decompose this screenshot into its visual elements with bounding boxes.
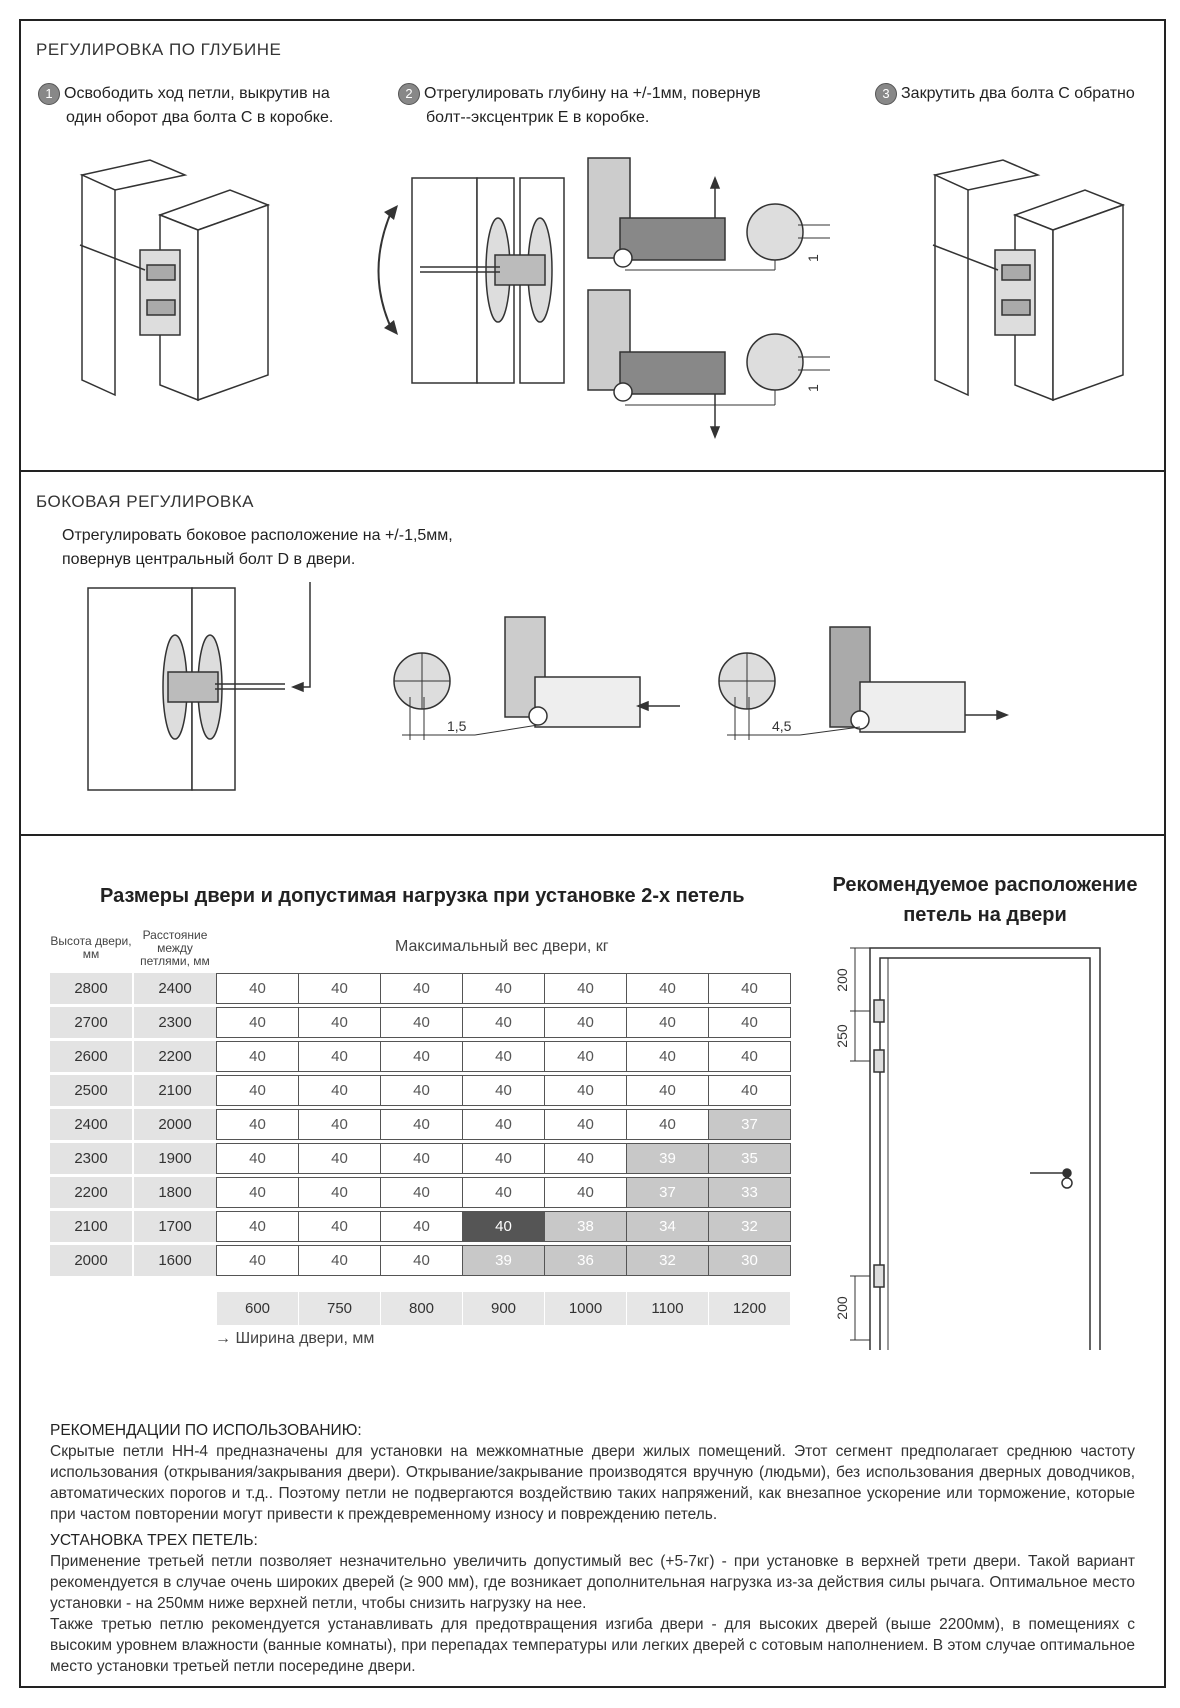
cell-weight: 40: [709, 1075, 791, 1106]
cell-weight: 39: [463, 1245, 545, 1276]
load-table: [50, 970, 791, 1279]
cell-weight: 40: [463, 973, 545, 1004]
cell-weight: 30: [709, 1245, 791, 1276]
cell-weight: 40: [216, 1007, 299, 1038]
table-row: [50, 1177, 791, 1208]
width-cell: 1200: [709, 1292, 791, 1325]
rotation-arrow: [379, 210, 393, 330]
cell-weight: 40: [627, 1075, 709, 1106]
step-text: болт--эксцентрик Е в коробке.: [426, 109, 650, 126]
cell-weight: 37: [627, 1177, 709, 1208]
cell-weight: 40: [709, 1007, 791, 1038]
section-divider: [19, 834, 1164, 836]
cell-weight: 40: [299, 1177, 381, 1208]
max-weight-label: Максимальный вес двери, кг: [395, 938, 609, 955]
cell-distance: 2200: [132, 1041, 216, 1072]
cell-weight: 40: [545, 973, 627, 1004]
cell-weight: 40: [381, 1109, 463, 1140]
depth-section-detail-bottom: [588, 290, 830, 437]
cell-weight: 40: [216, 1109, 299, 1140]
door-width-row: [217, 1292, 791, 1325]
step-text: Освободить ход петли, выкрутив на: [64, 85, 330, 102]
col-header-distance: Расстояние между петлями, мм: [140, 928, 210, 968]
cell-distance: 1900: [132, 1143, 216, 1174]
cell-weight: 40: [627, 1041, 709, 1072]
cell-weight: 40: [299, 1109, 381, 1140]
dim-bottom: 200: [834, 1296, 850, 1320]
step-number: 3: [875, 83, 897, 105]
depth-section-detail-top: [588, 158, 830, 270]
table-row: [50, 1109, 791, 1140]
table-row: [50, 1075, 791, 1106]
cell-weight: 40: [299, 1041, 381, 1072]
three-hinges-text: Применение третьей петли позволяет незначительно увеличить допустимый вес (+5-7кг) - при установке в верхней трети двери. Такой вариант рекомендуется в случае очень широких дверей (≥ 900 мм), где возникает дополнительная нагрузка из-за действия силы рычага. Оптимальное место установки - на 250мм ниже верхней петли, чтобы снизить нагрузку на нее.: [50, 1553, 1135, 1612]
cell-weight: 40: [381, 1245, 463, 1276]
three-hinges-text: Также третью петлю рекомендуется устанавливать для предотвращения изгиба двери - для высоких дверей (выше 2200мм), в помещениях с высоким уровнем влажности (ванные комнаты), при перепадах температуры или легких дверей с сотовым наполнением. В этом случае оптимальное место установки третьей петли посередине двери.: [50, 1616, 1135, 1675]
cell-weight: 40: [709, 1041, 791, 1072]
usage-text: Скрытые петли НН-4 предназначены для установки на межкомнатные двери жилых помещений. Этот сегмент предполагает среднюю частоту использования (открывания/закрывания двери). Открывание/закрывание производятся вручную (людьми), без использования дверных доводчиков, автоматических порогов и т.д.. Поэтому петли не подвергаются воздействию таких напряжений, как внезапное ускорение или торможение, которые при частом повторении могут привести к преждевременному износу и повреждению петель.: [50, 1443, 1135, 1523]
width-cell: 900: [463, 1292, 545, 1325]
instruction-text: повернув центральный болт D в двери.: [62, 551, 356, 568]
door-frame-illustration-left: [80, 160, 268, 400]
cell-weight: 40: [299, 1075, 381, 1106]
load-table-title: Размеры двери и допустимая нагрузка при установке 2-х петель: [100, 885, 745, 907]
cell-weight: 40: [627, 973, 709, 1004]
side-adjust-illustrations: [0, 472, 1180, 834]
title-line: Рекомендуемое расположение: [832, 874, 1138, 896]
cell-weight: 40: [545, 1041, 627, 1072]
dim-label-1mm: 1: [805, 384, 821, 392]
table-row: [50, 973, 791, 1004]
door-hinge-position-diagram: [830, 940, 1150, 1360]
cell-weight: 40: [299, 1245, 381, 1276]
cell-weight: 40: [463, 1211, 545, 1242]
cell-weight: 39: [627, 1143, 709, 1174]
step-text: один оборот два болта С в коробке.: [66, 109, 334, 126]
step-text: Закрутить два болта С обратно: [901, 85, 1135, 102]
cell-distance: 2300: [132, 1007, 216, 1038]
cell-weight: 35: [709, 1143, 791, 1174]
side-section-detail-left: [394, 617, 680, 740]
cell-weight: 40: [299, 1211, 381, 1242]
hinge-front-illustration: [412, 178, 564, 383]
cell-distance: 1800: [132, 1177, 216, 1208]
cell-distance: 1600: [132, 1245, 216, 1276]
dim-label-1mm: 1: [805, 254, 821, 262]
cell-weight: 36: [545, 1245, 627, 1276]
hinge-side-illustration: [88, 582, 310, 790]
dim-top: 200: [834, 968, 850, 992]
cell-weight: 38: [545, 1211, 627, 1242]
cell-weight: 40: [381, 1177, 463, 1208]
cell-weight: 40: [463, 1143, 545, 1174]
cell-weight: 40: [709, 973, 791, 1004]
cell-weight: 40: [299, 1143, 381, 1174]
cell-weight: 40: [381, 973, 463, 1004]
cell-weight: 33: [709, 1177, 791, 1208]
step-number: 1: [38, 83, 60, 105]
cell-weight: 40: [463, 1075, 545, 1106]
side-section-detail-right: [719, 627, 1007, 740]
cell-weight: 40: [216, 1245, 299, 1276]
usage-heading: РЕКОМЕНДАЦИИ ПО ИСПОЛЬЗОВАНИЮ:: [50, 1422, 362, 1439]
title-line: петель на двери: [903, 904, 1067, 926]
door-frame-illustration-right: [933, 160, 1123, 400]
cell-weight: 40: [381, 1007, 463, 1038]
cell-weight: 40: [216, 973, 299, 1004]
cell-weight: 32: [709, 1211, 791, 1242]
recommended-position-title: [820, 870, 1150, 930]
cell-weight: 40: [216, 1211, 299, 1242]
cell-weight: 37: [709, 1109, 791, 1140]
cell-weight: 40: [381, 1075, 463, 1106]
cell-height: 2400: [50, 1109, 132, 1140]
cell-distance: 2000: [132, 1109, 216, 1140]
cell-weight: 40: [545, 1109, 627, 1140]
cell-weight: 40: [381, 1041, 463, 1072]
cell-height: 2000: [50, 1245, 132, 1276]
table-row: [50, 1245, 791, 1276]
cell-weight: 40: [463, 1177, 545, 1208]
load-table-body: [50, 973, 791, 1276]
width-cell: 800: [381, 1292, 463, 1325]
table-row: [50, 1007, 791, 1038]
cell-distance: 1700: [132, 1211, 216, 1242]
cell-height: 2300: [50, 1143, 132, 1174]
step-number: 2: [398, 83, 420, 105]
cell-height: 2600: [50, 1041, 132, 1072]
col-header-height: Высота двери, мм: [50, 934, 132, 961]
cell-height: 2700: [50, 1007, 132, 1038]
cell-distance: 2100: [132, 1075, 216, 1106]
cell-height: 2200: [50, 1177, 132, 1208]
width-cell: 750: [299, 1292, 381, 1325]
dim-label-1-5: 1,5: [447, 718, 467, 734]
depth-adjust-title: РЕГУЛИРОВКА ПО ГЛУБИНЕ: [36, 40, 282, 59]
step-text: Отрегулировать глубину на +/-1мм, повернув: [424, 85, 761, 102]
three-hinges-heading: УСТАНОВКА ТРЕХ ПЕТЕЛЬ:: [50, 1532, 258, 1549]
cell-weight: 40: [381, 1143, 463, 1174]
depth-adjust-illustrations: [0, 0, 1180, 470]
cell-height: 2500: [50, 1075, 132, 1106]
three-hinges-section: [50, 1530, 1135, 1677]
cell-weight: 34: [627, 1211, 709, 1242]
cell-height: 2800: [50, 973, 132, 1004]
width-cell: 600: [217, 1292, 299, 1325]
cell-weight: 40: [463, 1041, 545, 1072]
dim-label-4-5: 4,5: [772, 718, 792, 734]
cell-height: 2100: [50, 1211, 132, 1242]
table-row: [50, 1211, 791, 1242]
cell-weight: 40: [463, 1109, 545, 1140]
cell-weight: 40: [216, 1177, 299, 1208]
cell-weight: 40: [381, 1211, 463, 1242]
cell-distance: 2400: [132, 973, 216, 1004]
side-adjust-title: БОКОВАЯ РЕГУЛИРОВКА: [36, 492, 254, 511]
instruction-text: Отрегулировать боковое расположение на +/-1,5мм,: [62, 527, 453, 544]
table-row: [50, 1143, 791, 1174]
cell-weight: 40: [627, 1007, 709, 1038]
cell-weight: 40: [545, 1007, 627, 1038]
cell-weight: 40: [299, 973, 381, 1004]
dim-middle: 250: [834, 1024, 850, 1048]
cell-weight: 40: [545, 1177, 627, 1208]
cell-weight: 40: [299, 1007, 381, 1038]
cell-weight: 40: [627, 1109, 709, 1140]
cell-weight: 40: [216, 1075, 299, 1106]
table-row: [50, 1041, 791, 1072]
cell-weight: 40: [216, 1143, 299, 1174]
cell-weight: 40: [216, 1041, 299, 1072]
width-cell: 1100: [627, 1292, 709, 1325]
cell-weight: 40: [545, 1075, 627, 1106]
width-axis-label: → Ширина двери, мм: [215, 1330, 375, 1347]
cell-weight: 32: [627, 1245, 709, 1276]
usage-recommendations: [50, 1420, 1135, 1525]
cell-weight: 40: [545, 1143, 627, 1174]
width-cell: 1000: [545, 1292, 627, 1325]
cell-weight: 40: [463, 1007, 545, 1038]
